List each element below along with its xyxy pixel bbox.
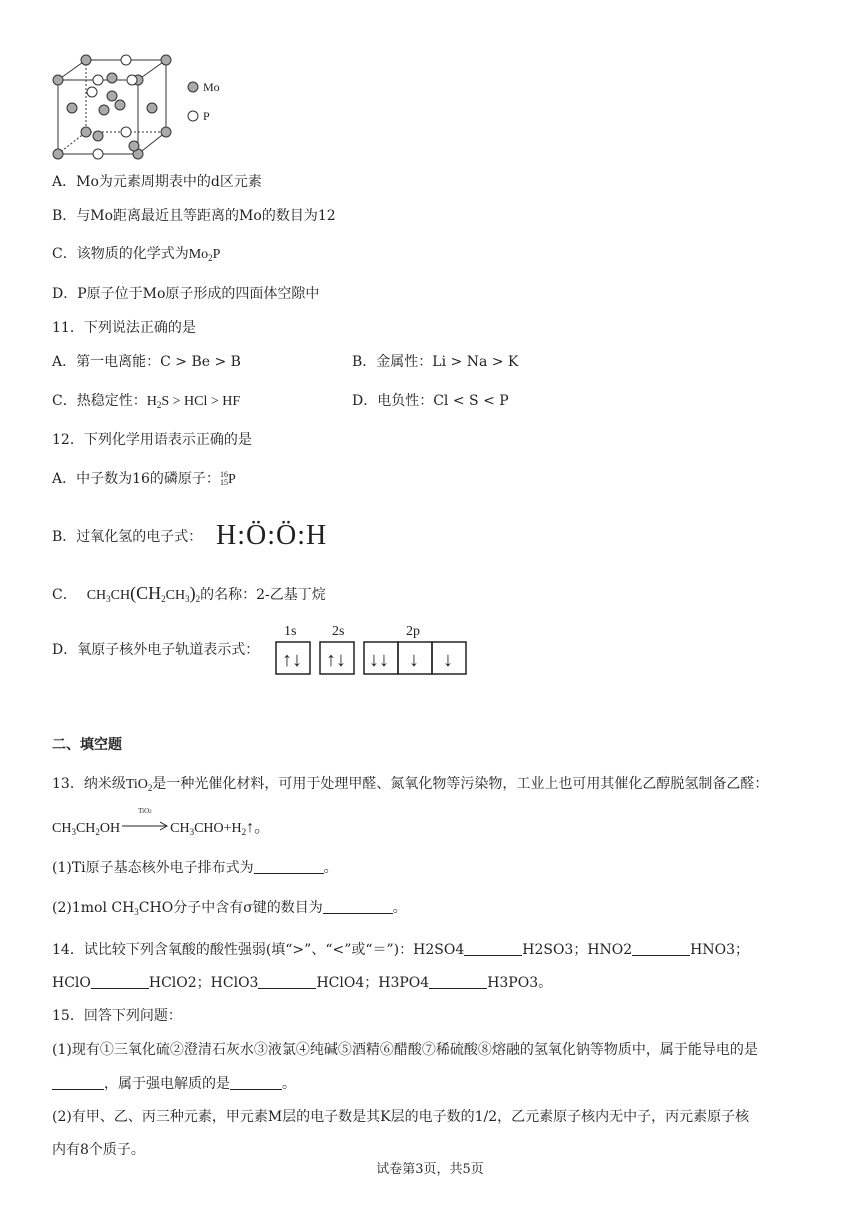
arrow-2p-1: ↓↓ [369, 649, 389, 671]
orbital-label-2p: 2p [406, 624, 420, 639]
q11-option-d: D．电负性：Cl < S < P [352, 393, 509, 409]
mo-atom [115, 100, 125, 110]
orbital-label-1s: 1s [284, 624, 297, 639]
q11-option-c: C．热稳定性：$H_2S$ > HCl > HF [52, 393, 241, 410]
legend-mo-label: Mo [203, 80, 220, 94]
q12-option-c: C． $CH_3CH(CH_2CH_3)_2$的名称：2-乙基丁烷 [52, 583, 326, 604]
page-footer: 试卷第3页，共5页 [376, 1162, 484, 1177]
q10-option-a: A．Mo为元素周期表中的d区元素 [52, 174, 262, 190]
arrow-2s: ↑↓ [326, 649, 346, 671]
catalyst-arrow: TiO2 [120, 819, 170, 833]
legend-p-label: P [203, 109, 210, 123]
answer-blank[interactable] [323, 899, 393, 914]
answer-blank[interactable] [429, 974, 487, 989]
q13-stem: 13．纳米级TiO$_2$是一种光催化材料，可用于处理甲醛、氮氧化物等污染物，工业上也可用其催化乙醇脱氢制备乙醛： [52, 776, 769, 793]
mo-atom [81, 127, 91, 137]
q15-part-1-line-2: ，属于强电解质的是 。 [52, 1074, 296, 1094]
condensed-formula: $CH_3CH(CH_2CH_3)_2$ [86, 583, 201, 604]
q11-stem: 11．下列说法正确的是 [52, 320, 196, 336]
arrow-1s: ↑↓ [282, 649, 302, 671]
arrow-2p-2: ↓ [409, 649, 419, 671]
q15-part-2-line-1: (2)有甲、乙、丙三种元素，甲元素M层的电子数是其K层的电子数的1/2，乙元素原子核内无中子，丙元素原子核 [52, 1109, 750, 1125]
q15-part-2-line-2: 内有8个质子。 [52, 1142, 145, 1158]
section-heading: 二、填空题 [52, 737, 122, 753]
peroxide-electron-formula: H:Ö:Ö:H [216, 520, 328, 551]
p-atom [87, 87, 97, 97]
mo-atom [147, 103, 157, 113]
q10-option-c: C．该物质的化学式为$Mo_2P$ [52, 246, 221, 263]
p-atom [93, 75, 103, 85]
q14-line-1: 14．试比较下列含氧酸的酸性强弱(填“>”、“<”或“＝”)：H2SO4 H2SO3；HNO2 HNO3； [52, 942, 750, 958]
legend-p-swatch [188, 111, 198, 121]
q12-option-d: D．氧原子核外电子轨道表示式： [52, 642, 260, 658]
mo-atom [53, 75, 63, 85]
p-atom [127, 75, 137, 85]
orbital-label-2s: 2s [332, 624, 345, 639]
orbital-diagram [272, 620, 472, 680]
q12-stem: 12．下列化学用语表示正确的是 [52, 432, 252, 448]
q10-option-d: D．P原子位于Mo原子形成的四面体空隙中 [52, 286, 320, 302]
p-atom [121, 127, 131, 137]
q12-option-a: A．中子数为16的磷原子：16 15P [52, 470, 236, 487]
mo-atom [107, 73, 117, 83]
mo-atom [93, 131, 103, 141]
mo-atom [67, 103, 77, 113]
q11-option-a: A．第一电离能：C > Be > B [52, 354, 241, 370]
answer-blank[interactable] [258, 974, 316, 989]
answer-blank[interactable] [464, 941, 522, 956]
mo-atom [107, 91, 117, 101]
answer-blank[interactable] [230, 1075, 282, 1090]
answer-blank[interactable] [254, 859, 324, 874]
q15-stem: 15．回答下列问题： [52, 1008, 182, 1024]
q15-part-1-line-1: (1)现有①三氧化硫②澄清石灰水③液氯④纯碱⑤酒精⑥醋酸⑦稀硫酸⑧熔融的氢氧化钠等物质中，属于能导电的是 [52, 1042, 758, 1058]
q13-equation: $CH_3CH_2OH$ TiO2 $CH_3CHO+H_2↑$。 [52, 807, 271, 837]
p-atom [93, 149, 103, 159]
q11-option-b: B．金属性：Li > Na > K [352, 354, 519, 370]
crystal-cell-figure [48, 50, 248, 165]
mo-atom [129, 141, 139, 151]
mo-atom [53, 149, 63, 159]
mo-atom [161, 127, 171, 137]
answer-blank[interactable] [52, 1075, 104, 1090]
q14-line-2: HClO HClO2；HClO3 HClO4；H3PO4 H3PO3。 [52, 975, 553, 991]
q12-option-b: B．过氧化氢的电子式： [52, 529, 203, 545]
q10-option-b: B．与Mo距离最近且等距离的Mo的数目为12 [52, 208, 336, 224]
legend-mo-swatch [188, 82, 198, 92]
q13-part-1: (1)Ti原子基态核外电子排布式为 。 [52, 860, 338, 876]
mo-atom [81, 55, 91, 65]
answer-blank[interactable] [91, 974, 149, 989]
q13-part-2: (2)1mol $CH_3CHO$分子中含有σ键的数目为 。 [52, 900, 407, 917]
arrow-2p-3: ↓ [443, 649, 453, 671]
p-atom [121, 55, 131, 65]
mo-atom [161, 55, 171, 65]
unit-cell-diagram [48, 50, 248, 165]
mo-atom [99, 105, 109, 115]
isotope-numbers: 16 15 [219, 470, 228, 487]
answer-blank[interactable] [632, 941, 690, 956]
